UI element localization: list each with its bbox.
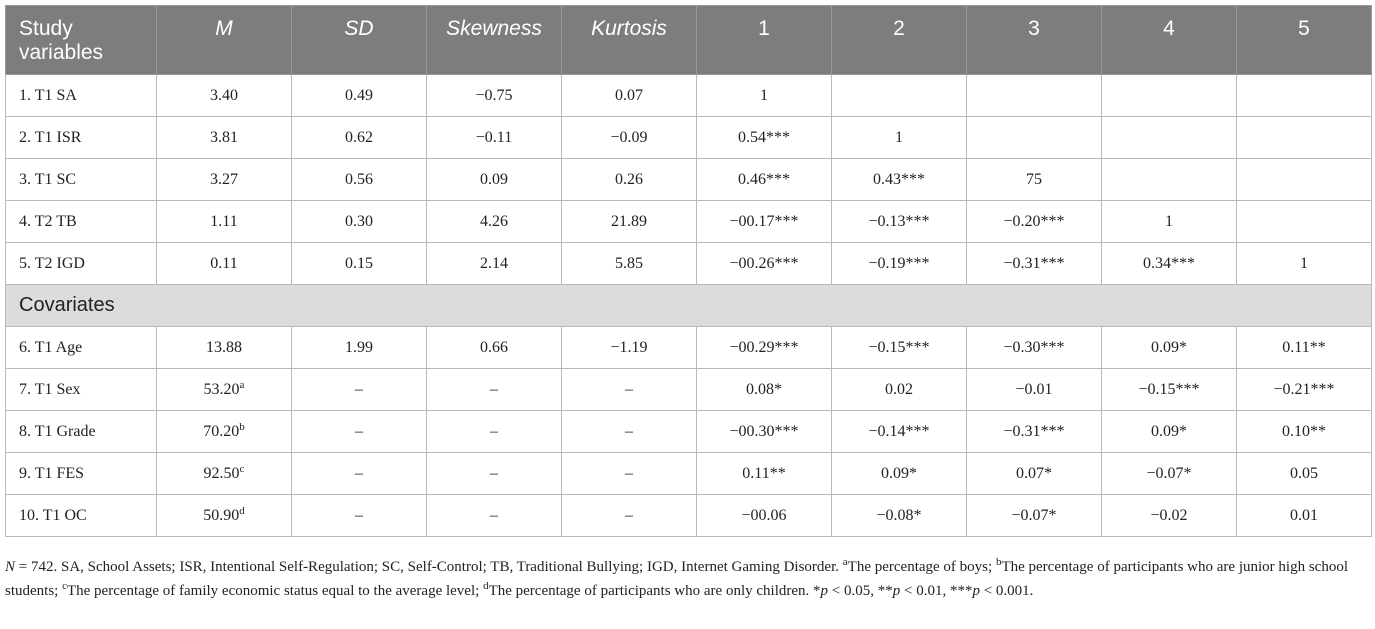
row-label: 8. T1 Grade [6,411,157,453]
table-cell [832,369,967,411]
table-container [5,5,1371,537]
cell-value: −0.15*** [1138,380,1200,398]
footnote-marker: d [239,504,245,517]
cell-value: −00.17*** [729,212,799,230]
table-cell [157,453,292,495]
p-stars-2: ** [877,583,893,599]
table-cell [292,243,427,285]
table-cell [292,117,427,159]
cell-value: −00.06 [741,506,787,524]
table-cell [427,243,562,285]
table-cell [427,201,562,243]
cell-value: 21.89 [611,212,647,230]
cell-value: – [355,380,363,398]
column-header [832,6,967,75]
cell-value: −00.26*** [729,254,799,272]
table-footnote [5,555,1371,603]
table-cell [157,117,292,159]
cell-value: 0.07* [1016,464,1052,482]
cell-value: −0.07* [1146,464,1192,482]
cell-value: 1 [1165,212,1173,230]
column-header [427,6,562,75]
covariate-row [6,453,1372,495]
cell-value: – [490,506,498,524]
table-cell [1237,369,1372,411]
cell-value: 0.09* [1151,422,1187,440]
table-cell [562,201,697,243]
table-cell [967,327,1102,369]
table-cell [427,75,562,117]
cell-value: −0.15*** [868,338,930,356]
table-cell [157,495,292,537]
table-cell [1237,453,1372,495]
p-threshold-2: < 0.01, [900,583,950,599]
column-header-label: Study variables [19,17,104,64]
column-header-label: 2 [893,17,905,40]
covariate-row [6,327,1372,369]
table-cell [292,327,427,369]
cell-value: 2.14 [480,254,508,272]
table-cell [292,453,427,495]
cell-value: 75 [1026,170,1042,188]
p-symbol-3: p [972,583,980,599]
cell-value: – [625,422,633,440]
column-header-label: 3 [1028,17,1040,40]
table-cell [562,453,697,495]
table-cell [1237,495,1372,537]
table-cell [697,327,832,369]
table-cell [157,75,292,117]
cell-value: −0.08* [876,506,922,524]
cell-value: −0.20*** [1003,212,1065,230]
cell-value: −00.30*** [729,422,799,440]
cell-value: – [625,380,633,398]
table-cell [562,411,697,453]
cell-value: 0.46*** [738,170,790,188]
cell-value: 70.20 [203,422,240,440]
cell-value: 0.08* [746,380,782,398]
cell-value: 3.27 [210,170,238,188]
row-label: 10. T1 OC [6,495,157,537]
cell-value: 0.01 [1290,506,1318,524]
cell-value: −0.31*** [1003,254,1065,272]
table-cell [1237,117,1372,159]
cell-value: 0.56 [345,170,373,188]
table-cell [832,201,967,243]
table-cell [697,411,832,453]
table-cell [562,117,697,159]
cell-value: 0.11 [210,254,238,272]
table-cell [832,117,967,159]
table-cell [1237,243,1372,285]
table-cell [967,159,1102,201]
column-header [292,6,427,75]
table-cell [157,201,292,243]
study-variable-row [6,201,1372,243]
cell-value: −00.29*** [729,338,799,356]
table-cell [157,411,292,453]
cell-value: −0.14*** [868,422,930,440]
table-cell [1102,201,1237,243]
table-cell [427,327,562,369]
table-cell [832,495,967,537]
cell-value: 13.88 [206,338,242,356]
cell-value: −0.09 [610,128,648,146]
p-stars-1: * [813,583,821,599]
table-cell [427,159,562,201]
table-cell [697,495,832,537]
table-cell [292,75,427,117]
table-cell [562,159,697,201]
table-cell [967,369,1102,411]
table-cell [562,75,697,117]
cell-value: −0.01 [1015,380,1053,398]
cell-value: 4.26 [480,212,508,230]
table-cell [697,117,832,159]
covariates-section-row [6,285,1372,327]
cell-value: – [490,380,498,398]
cell-value: 0.11** [742,464,786,482]
cell-value: −0.75 [475,86,513,104]
table-cell [427,411,562,453]
study-variable-row [6,75,1372,117]
cell-value: – [355,506,363,524]
footnote-marker-a: a [842,556,848,568]
study-variable-row [6,243,1372,285]
cell-value: 0.54*** [738,128,790,146]
table-cell [967,117,1102,159]
row-label: 2. T1 ISR [6,117,157,159]
table-cell [427,453,562,495]
cell-value: −0.11 [475,128,513,146]
table-cell [832,453,967,495]
cell-value: 3.40 [210,86,238,104]
row-label: 3. T1 SC [6,159,157,201]
table-cell [1102,495,1237,537]
table-cell [1237,411,1372,453]
cell-value: – [625,506,633,524]
table-header-row [6,6,1372,75]
descriptive-statistics-table [5,5,1372,537]
footnote-marker: c [239,462,245,475]
table-cell [1237,75,1372,117]
row-label: 9. T1 FES [6,453,157,495]
note-n-symbol: N [5,559,16,575]
table-cell [292,159,427,201]
cell-value: 0.09* [1151,338,1187,356]
cell-value: 5.85 [615,254,643,272]
p-symbol-1: p [820,583,829,599]
table-cell [292,369,427,411]
table-cell [832,243,967,285]
row-label: 4. T2 TB [6,201,157,243]
column-header [697,6,832,75]
table-cell [1102,453,1237,495]
table-cell [1102,159,1237,201]
column-header-label: 1 [758,17,770,40]
table-cell [562,369,697,411]
row-label: 6. T1 Age [6,327,157,369]
covariate-row [6,369,1372,411]
cell-value: 0.07 [615,86,643,104]
table-cell [157,369,292,411]
column-header [157,6,292,75]
cell-value: −0.31*** [1003,422,1065,440]
table-cell [292,201,427,243]
footnote-marker: a [239,378,245,391]
cell-value: −0.19*** [868,254,930,272]
column-header [1237,6,1372,75]
table-cell [967,243,1102,285]
row-label: 5. T2 IGD [6,243,157,285]
column-header [967,6,1102,75]
cell-value: 1.11 [210,212,238,230]
column-header-label: M [215,17,233,40]
cell-value: 0.05 [1290,464,1318,482]
note-abbreviations: = 742. SA, School Assets; ISR, Intentional Self-Regulation; SC, Self-Control; TB, Traditional Bullying; IGD, Internet Gaming Disorder. [15,559,843,575]
table-cell [967,453,1102,495]
cell-value: 1.99 [345,338,373,356]
cell-value: 0.09 [480,170,508,188]
table-cell [697,159,832,201]
cell-value: – [490,422,498,440]
column-header [1102,6,1237,75]
cell-value: 92.50 [203,464,240,482]
table-cell [832,159,967,201]
table-cell [1237,159,1372,201]
column-header-label: SD [344,17,374,40]
column-header-label: 4 [1163,17,1175,40]
cell-value: −0.21*** [1273,380,1335,398]
footnote-c-text: The percentage of family economic status equal to the average level; [66,583,484,599]
table-cell [1237,201,1372,243]
table-cell [292,495,427,537]
p-threshold-1: < 0.05, [828,583,878,599]
cell-value: 0.10** [1282,422,1326,440]
p-symbol-2: p [892,583,901,599]
study-variable-row [6,117,1372,159]
table-cell [832,411,967,453]
table-cell [1102,369,1237,411]
cell-value: 1 [1300,254,1308,272]
table-cell [697,75,832,117]
column-header-label: 5 [1298,17,1310,40]
footnote-marker-c: c [62,580,67,592]
table-cell [1102,243,1237,285]
cell-value: – [625,464,633,482]
table-cell [1102,75,1237,117]
cell-value: −1.19 [610,338,648,356]
cell-value: 50.90 [203,506,240,524]
covariate-row [6,495,1372,537]
table-cell [157,159,292,201]
column-header [6,6,157,75]
table-cell [157,327,292,369]
table-cell [292,411,427,453]
table-cell [1102,327,1237,369]
table-cell [562,243,697,285]
column-header [562,6,697,75]
table-cell [1102,411,1237,453]
cell-value: −0.13*** [868,212,930,230]
study-variable-row [6,159,1372,201]
table-cell [967,75,1102,117]
table-cell [1102,117,1237,159]
cell-value: 0.43*** [873,170,925,188]
cell-value: 0.15 [345,254,373,272]
footnote-marker: b [239,420,245,433]
table-cell [967,495,1102,537]
cell-value: 0.62 [345,128,373,146]
section-header: Covariates [6,285,1372,327]
table-cell [967,201,1102,243]
footnote-d-text: The percentage of participants who are only children. [488,583,814,599]
cell-value: 3.81 [210,128,238,146]
cell-value: 0.11** [1282,338,1326,356]
cell-value: 0.02 [885,380,913,398]
covariate-row [6,411,1372,453]
footnote-marker-b: b [995,556,1002,568]
table-cell [427,117,562,159]
column-header-label: Kurtosis [591,17,667,40]
p-stars-3: *** [949,583,973,599]
table-body [6,75,1372,537]
row-label: 1. T1 SA [6,75,157,117]
table-cell [832,327,967,369]
table-cell [697,369,832,411]
cell-value: −0.07* [1011,506,1057,524]
cell-value: – [355,464,363,482]
table-cell [157,243,292,285]
footnote-marker-d: d [483,580,489,592]
table-cell [427,369,562,411]
table-cell [562,495,697,537]
table-cell [967,411,1102,453]
column-header-label: Skewness [446,17,542,40]
cell-value: 1 [760,86,768,104]
row-label: 7. T1 Sex [6,369,157,411]
cell-value: 0.09* [881,464,917,482]
cell-value: 0.30 [345,212,373,230]
table-cell [1237,327,1372,369]
table-cell [562,327,697,369]
cell-value: 0.34*** [1143,254,1195,272]
table-cell [697,201,832,243]
footnote-a-text: The percentage of boys; [847,559,996,575]
table-cell [427,495,562,537]
table-cell [697,243,832,285]
cell-value: – [355,422,363,440]
cell-value: −0.02 [1150,506,1188,524]
footnote-b-text: The percentage of participants who are junior high school students; [5,559,1348,599]
table-cell [697,453,832,495]
cell-value: 53.20 [203,380,240,398]
table-cell [832,75,967,117]
cell-value: 0.66 [480,338,508,356]
cell-value: – [490,464,498,482]
cell-value: 0.26 [615,170,643,188]
cell-value: 0.49 [345,86,373,104]
cell-value: 1 [895,128,903,146]
p-threshold-3: < 0.001. [979,583,1034,599]
cell-value: −0.30*** [1003,338,1065,356]
